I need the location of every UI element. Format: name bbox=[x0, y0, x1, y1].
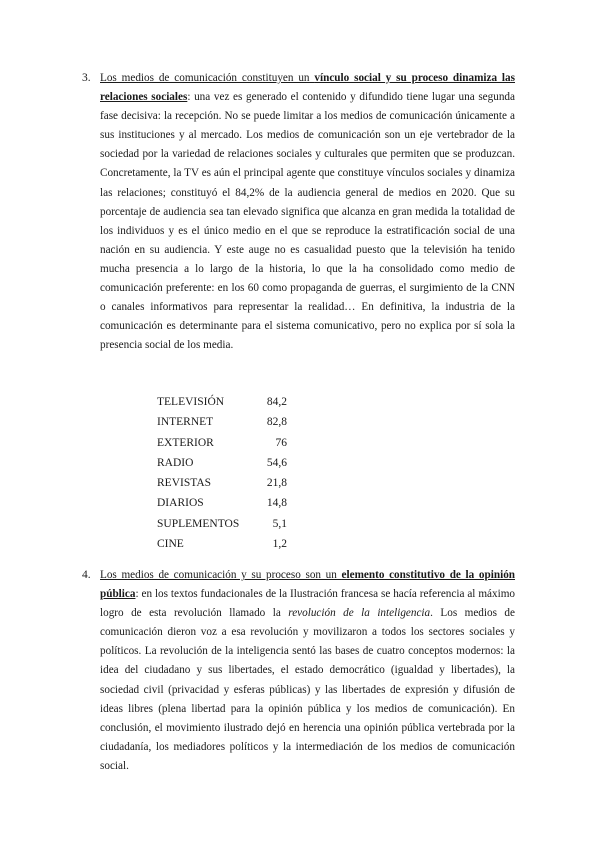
row-label: TELEVISIÓN bbox=[157, 396, 225, 408]
row-label: SUPLEMENTOS bbox=[157, 517, 240, 530]
row-label: RADIO bbox=[157, 456, 194, 469]
list-number: 3. bbox=[82, 72, 91, 84]
table-row bbox=[157, 412, 287, 432]
row-label: INTERNET bbox=[157, 416, 214, 429]
table-row bbox=[157, 473, 287, 493]
table-row bbox=[157, 534, 287, 554]
paragraph-3 bbox=[100, 69, 515, 355]
row-value: 76 bbox=[275, 436, 287, 449]
table-row bbox=[157, 433, 287, 453]
row-value: 1,2 bbox=[272, 538, 287, 551]
paragraph-body: : en los textos fundacionales de la Ilustración francesa se hacía referencia al máximo logro de esta revolución llamado la bbox=[100, 588, 515, 620]
lead-text: Los medios de comunicación y su proceso son un bbox=[100, 569, 342, 581]
list-number: 4. bbox=[82, 569, 91, 581]
paragraph-body-cont: . Los medios de comunicación dieron voz a esa revolución y movilizaron a todos los sectores sociales y políticos. La revolución de la inteligencia sentó las bases de cuatro conceptos modernos: la idea del ciudadano y sus libertades, el estado democrático (igualdad y libertades), la sociedad civil (privacidad y esferas públicas) y las libertades de expresión y difusión de ideas libres (plena libertad para la opinión pública y los medios de comunicación). En conclusión, el movimiento ilustrado dejó en herencia una opinión pública vertebrada por la ciudadanía, los mediadores políticos y la intermediación de los medios de comunicación social. bbox=[100, 607, 515, 772]
lead-bold-text: vínculo social y su proceso dinamiza las relaciones sociales bbox=[100, 72, 515, 104]
row-label: REVISTAS bbox=[157, 477, 212, 490]
row-value: 21,8 bbox=[266, 477, 287, 490]
row-label: DIARIOS bbox=[157, 497, 204, 510]
row-value: 5,1 bbox=[272, 517, 287, 530]
table-row bbox=[157, 514, 287, 534]
table-row bbox=[157, 493, 287, 513]
row-value: 14,8 bbox=[266, 497, 287, 510]
audience-table bbox=[157, 392, 287, 554]
lead-colon: : bbox=[187, 91, 191, 104]
list-item-4 bbox=[82, 566, 516, 776]
row-value: 54,6 bbox=[266, 456, 287, 469]
table-row bbox=[157, 392, 287, 412]
paragraph-body: una vez es generado el contenido y difundido tiene lugar una segunda fase decisiva: la recepción. No se puede limitar a los medios de comunicación únicamente a sus instituciones y al mercado. Los medios de comunicación son un eje vertebrador de la sociedad por la variedad de relaciones sociales y culturales que permiten que se produzcan. Concretamente, la TV es aún el principal agente que constituye vínculos sociales y dinamiza las relaciones; constituyó el 84,2% de la audiencia general de medios en 2020. Que su porcentaje de audiencia sea tan elevado significa que alcanza en gran medida la totalidad de los individuos y es el único medio en el que se reproduce la estratificación social de una nación en su audiencia. Y este auge no es casualidad puesto que la televisión ha tenido mucha presencia a lo largo de la historia, lo que la ha consolidado como medio de comunicación preferente: en los 60 como propaganda de guerras, el surgimiento de la CNN o canales informativos para representar la realidad… En definitiva, la industria de la comunicación es determinante para el sistema comunicativo, pero no explica por sí sola la presencia social de los media. bbox=[100, 91, 515, 352]
row-label: CINE bbox=[157, 538, 184, 551]
lead-bold-text: elemento constitutivo de la opinión pública bbox=[100, 569, 516, 601]
row-label: EXTERIOR bbox=[157, 436, 214, 449]
row-value: 82,8 bbox=[266, 416, 287, 429]
lead-text: Los medios de comunicación constituyen un bbox=[100, 72, 315, 84]
table-row bbox=[157, 453, 287, 473]
list-item-3 bbox=[82, 69, 515, 355]
row-value: 84,2 bbox=[266, 396, 287, 408]
italic-term: revolución de la inteligencia bbox=[288, 607, 431, 620]
paragraph-4 bbox=[100, 566, 515, 776]
